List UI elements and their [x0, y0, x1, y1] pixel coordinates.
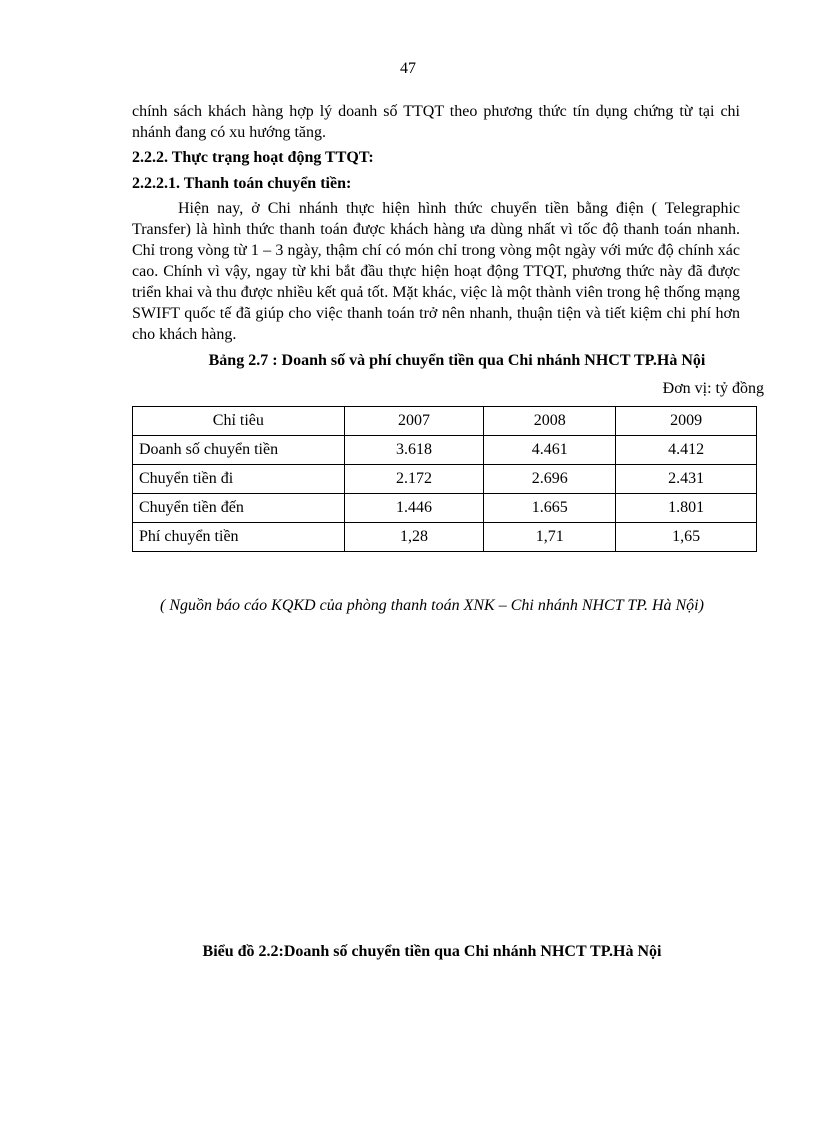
table-cell: 2.172 — [344, 465, 484, 494]
table-row — [133, 436, 757, 465]
header-2008: 2008 — [484, 407, 616, 436]
table-caption: Bảng 2.7 : Doanh số và phí chuyển tiền qua Chi nhánh NHCT TP.Hà Nội — [208, 352, 706, 369]
table-cell: 1.446 — [344, 494, 484, 523]
header-2007: 2007 — [344, 407, 484, 436]
transfer-paragraph: Hiện nay, ở Chi nhánh thực hiện hình thức chuyển tiền bằng điện ( Telegraphic Transfer) là hình thức thanh toán được khách hàng ưa dùng nhất vì tốc độ thanh toán nhanh. Chỉ trong vòng từ 1 – 3 ngày, thậm chí có món chỉ trong vòng một ngày với mức độ chính xác cao. Chính vì vậy, ngay từ khi bắt đầu thực hiện hoạt động TTQT, phương thức này đã được triển khai và thu được nhiều kết quả tốt. Mặt khác, việc là một thành viên trong hệ thống mạng SWIFT quốc tế đã giúp cho việc thanh toán trở nên nhanh, thuận tiện và tiết kiệm chi phí hơn cho khách hàng. — [132, 200, 740, 343]
table-cell: 2.696 — [484, 465, 616, 494]
chart-caption: Biểu đồ 2.2:Doanh số chuyển tiền qua Chi nhánh NHCT TP.Hà Nội — [202, 943, 662, 960]
intro-paragraph: chính sách khách hàng hợp lý doanh số TTQT theo phương thức tín dụng chứng từ tại chi nhánh đang có xu hướng tăng. — [132, 103, 740, 141]
section-heading-2-2-2-1: 2.2.2.1. Thanh toán chuyển tiền: — [132, 175, 352, 192]
header-indicator: Chỉ tiêu — [133, 407, 345, 436]
table-row — [133, 523, 757, 552]
table-cell: 1.801 — [616, 494, 757, 523]
unit-label: Đơn vị: tỷ đồng — [662, 380, 764, 397]
row-label: Chuyển tiền đi — [133, 465, 345, 494]
table-cell: 1,65 — [616, 523, 757, 552]
page-number: 47 — [400, 60, 416, 77]
table-cell: 4.412 — [616, 436, 757, 465]
header-2009: 2009 — [616, 407, 757, 436]
transfer-revenue-table — [132, 406, 757, 552]
source-note: ( Nguồn báo cáo KQKD của phòng thanh toán XNK – Chi nhánh NHCT TP. Hà Nội) — [160, 597, 704, 614]
table-cell: 2.431 — [616, 465, 757, 494]
table-row — [133, 494, 757, 523]
table-cell: 1,71 — [484, 523, 616, 552]
table-cell: 3.618 — [344, 436, 484, 465]
row-label: Chuyển tiền đến — [133, 494, 345, 523]
section-heading-2-2-2: 2.2.2. Thực trạng hoạt động TTQT: — [132, 149, 374, 166]
table-row — [133, 465, 757, 494]
table-cell: 1.665 — [484, 494, 616, 523]
table-cell: 1,28 — [344, 523, 484, 552]
table-cell: 4.461 — [484, 436, 616, 465]
row-label: Phí chuyển tiền — [133, 523, 345, 552]
table-header-row — [133, 407, 757, 436]
row-label: Doanh số chuyển tiền — [133, 436, 345, 465]
